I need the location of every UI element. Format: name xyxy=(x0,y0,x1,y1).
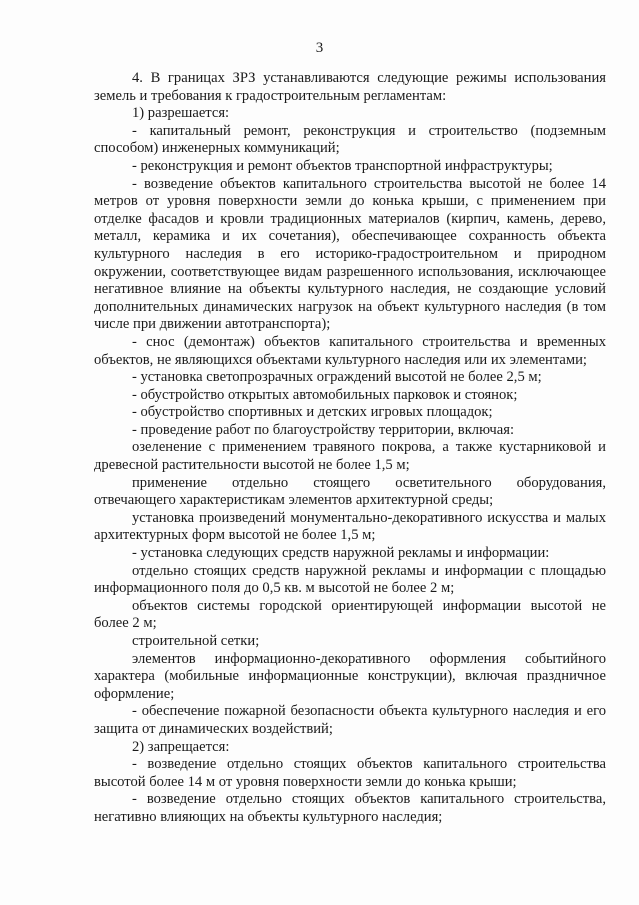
paragraph: 1) разрешается: xyxy=(132,105,230,122)
paragraph: установка произведений монументально-декоративного искусства и малых архитектурных форм высотой не более 1,5 м; xyxy=(94,509,606,544)
paragraph: применение отдельно стоящего осветительного оборудования, отвечающего характеристикам элементов архитектурной среды; xyxy=(94,474,606,509)
paragraph: отдельно стоящих средств наружной рекламы и информации с площадью информационного поля до 0,5 кв. м высотой не более 2 м; xyxy=(94,562,606,597)
document-body xyxy=(94,70,606,827)
paragraph: 2) запрещается: xyxy=(132,738,230,755)
paragraph: 4. В границах ЗРЗ устанавливаются следующие режимы использования земель и требования к градостроительным регламентам: xyxy=(94,70,606,104)
page-number: 3 xyxy=(315,40,324,56)
paragraph: - установка светопрозрачных ограждений высотой не более 2,5 м; xyxy=(132,369,542,386)
paragraph: - возведение отдельно стоящих объектов капитального строительства высотой более 14 м от уровня поверхности земли до конька крыши; xyxy=(94,756,606,790)
paragraph: - реконструкция и ремонт объектов транспортной инфраструктуры; xyxy=(132,157,553,174)
paragraph: - проведение работ по благоустройству территории, включая: xyxy=(132,421,514,438)
paragraph: - капитальный ремонт, реконструкция и строительство (подземным способом) инженерных коммуникаций; xyxy=(94,122,606,157)
paragraph: - возведение объектов капитального строительства высотой не более 14 метров от уровня поверхности земли до конька крыши, с применением при отделке фасадов и кровли традиционных материалов (кирпич, камень, дерево, металл, керамика и их сочетания), обеспечивающее сохранность объекта культурного наследия в его историко-градостроительном и природном окружении, соответствующее видам разрешенного использования, исключающее негативное влияние на объекты культурного наследия, не создающие условий дополнительных динамических нагрузок на объект культурного наследия (в том числе при движении автотранспорта); xyxy=(94,175,606,333)
paragraph: - установка следующих средств наружной рекламы и информации: xyxy=(132,545,550,562)
paragraph: элементов информационно-декоративного оформления событийного характера (мобильные информационные конструкции), включая праздничное оформление; xyxy=(94,650,606,702)
paragraph: - обустройство спортивных и детских игровых площадок; xyxy=(132,404,493,421)
paragraph: объектов системы городской ориентирующей информации высотой не более 2 м; xyxy=(94,597,606,632)
paragraph: - обустройство открытых автомобильных парковок и стоянок; xyxy=(132,386,518,403)
paragraph: - возведение отдельно стоящих объектов капитального строительства, негативно влияющих на объекты культурного наследия; xyxy=(94,791,606,825)
paragraph: - снос (демонтаж) объектов капитального строительства и временных объектов, не являющихся объектами культурного наследия или их элементами; xyxy=(94,333,606,368)
paragraph: строительной сетки; xyxy=(132,633,260,649)
paragraph: - обеспечение пожарной безопасности объекта культурного наследия и его защита от динамических воздействий; xyxy=(94,703,606,737)
paragraph: озеленение с применением травяного покрова, а также кустарниковой и древесной растительности высотой не более 1,5 м; xyxy=(94,439,606,474)
